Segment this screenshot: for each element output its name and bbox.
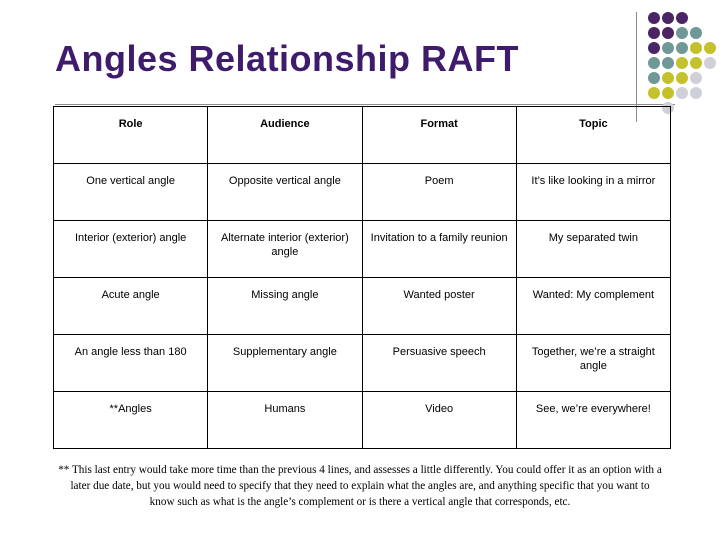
- cell-topic: Wanted: My complement: [516, 278, 670, 335]
- dot: [676, 87, 688, 99]
- cell-topic: It’s like looking in a mirror: [516, 164, 670, 221]
- cell-format: Poem: [362, 164, 516, 221]
- dot: [648, 12, 660, 24]
- dot: [662, 87, 674, 99]
- dot: [690, 57, 702, 69]
- dot: [648, 27, 660, 39]
- cell-audience: Alternate interior (exterior) angle: [208, 221, 362, 278]
- cell-role: An angle less than 180: [54, 335, 208, 392]
- dot: [662, 57, 674, 69]
- cell-audience: Opposite vertical angle: [208, 164, 362, 221]
- header-role: Role: [54, 107, 208, 164]
- dot: [704, 42, 716, 54]
- cell-role: One vertical angle: [54, 164, 208, 221]
- dot: [690, 27, 702, 39]
- cell-role: Interior (exterior) angle: [54, 221, 208, 278]
- cell-audience: Supplementary angle: [208, 335, 362, 392]
- header-audience: Audience: [208, 107, 362, 164]
- header-format: Format: [362, 107, 516, 164]
- dot: [662, 12, 674, 24]
- table-row: [54, 278, 671, 335]
- dot: [676, 72, 688, 84]
- dot: [690, 42, 702, 54]
- dot: [690, 72, 702, 84]
- dot: [676, 57, 688, 69]
- table-row: [54, 392, 671, 449]
- footnote: ** This last entry would take more time than the previous 4 lines, and assesses a little differently. You could offer it as an option with a later due date, but you would need to specify that they need to explain what the angles are, and anything specific that you want to know such as what is the angle’s complement or is there a vertical angle that corresponds, etc.: [58, 464, 662, 508]
- cell-role: Acute angle: [54, 278, 208, 335]
- dot: [662, 27, 674, 39]
- cell-audience: Missing angle: [208, 278, 362, 335]
- dot: [648, 42, 660, 54]
- dot: [676, 42, 688, 54]
- horizontal-divider: [55, 104, 675, 105]
- table-row: [54, 335, 671, 392]
- dot: [648, 87, 660, 99]
- cell-audience: Humans: [208, 392, 362, 449]
- cell-format: Wanted poster: [362, 278, 516, 335]
- dot: [690, 87, 702, 99]
- raft-table: [53, 106, 671, 449]
- dot: [662, 72, 674, 84]
- cell-topic: Together, we’re a straight angle: [516, 335, 670, 392]
- cell-role: **Angles: [54, 392, 208, 449]
- cell-format: Video: [362, 392, 516, 449]
- dot: [662, 42, 674, 54]
- table-row: [54, 164, 671, 221]
- cell-topic: See, we’re everywhere!: [516, 392, 670, 449]
- decorative-dot-grid: [644, 8, 722, 120]
- cell-format: Persuasive speech: [362, 335, 516, 392]
- page-title: Angles Relationship RAFT: [55, 38, 520, 79]
- cell-format: Invitation to a family reunion: [362, 221, 516, 278]
- dot: [676, 27, 688, 39]
- table-header-row: [54, 107, 671, 164]
- dot: [648, 57, 660, 69]
- table-row: [54, 221, 671, 278]
- dot: [676, 12, 688, 24]
- dot: [704, 57, 716, 69]
- dot: [648, 72, 660, 84]
- cell-topic: My separated twin: [516, 221, 670, 278]
- header-topic: Topic: [516, 107, 670, 164]
